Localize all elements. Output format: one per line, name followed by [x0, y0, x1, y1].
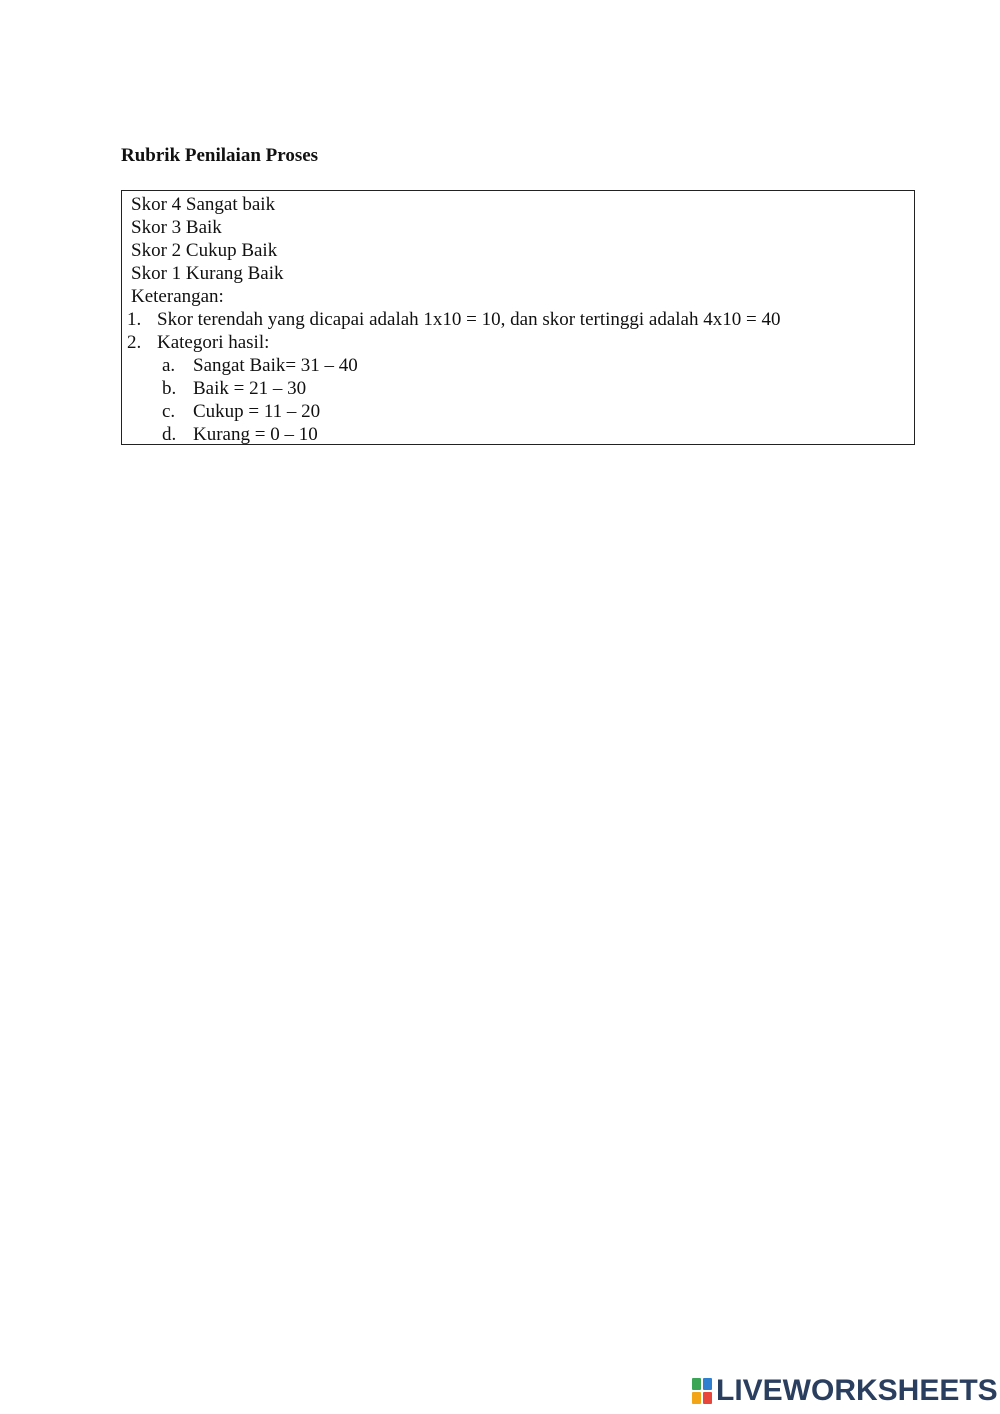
list-item-marker: a. [162, 355, 176, 376]
logo-tile [692, 1378, 701, 1390]
list-item-marker: b. [162, 378, 177, 399]
note-item: Kategori hasil: [157, 332, 270, 353]
category-item: Sangat Baik= 31 – 40 [193, 355, 358, 376]
logo-tile [703, 1378, 712, 1390]
logo-tiles-icon [692, 1378, 712, 1404]
logo-text: LIVEWORKSHEETS [716, 1374, 998, 1407]
score-line: Skor 2 Cukup Baik [131, 240, 278, 261]
notes-label: Keterangan: [131, 286, 224, 307]
list-item-marker: 1. [127, 309, 142, 330]
score-line: Skor 4 Sangat baik [131, 194, 276, 215]
category-item: Cukup = 11 – 20 [193, 401, 321, 422]
list-item-marker: c. [162, 401, 176, 422]
category-item: Kurang = 0 – 10 [193, 424, 318, 445]
liveworksheets-logo [692, 1374, 998, 1408]
category-item: Baik = 21 – 30 [193, 378, 307, 399]
list-item-marker: d. [162, 424, 177, 445]
rubric-box [121, 190, 915, 445]
page-title: Rubrik Penilaian Proses [121, 145, 319, 166]
logo-tile [692, 1392, 701, 1404]
note-item: Skor terendah yang dicapai adalah 1x10 = 10, dan skor tertinggi adalah 4x10 = 40 [157, 309, 781, 330]
score-line: Skor 3 Baik [131, 217, 222, 238]
list-item-marker: 2. [127, 332, 142, 353]
logo-tile [703, 1392, 712, 1404]
score-line: Skor 1 Kurang Baik [131, 263, 284, 284]
